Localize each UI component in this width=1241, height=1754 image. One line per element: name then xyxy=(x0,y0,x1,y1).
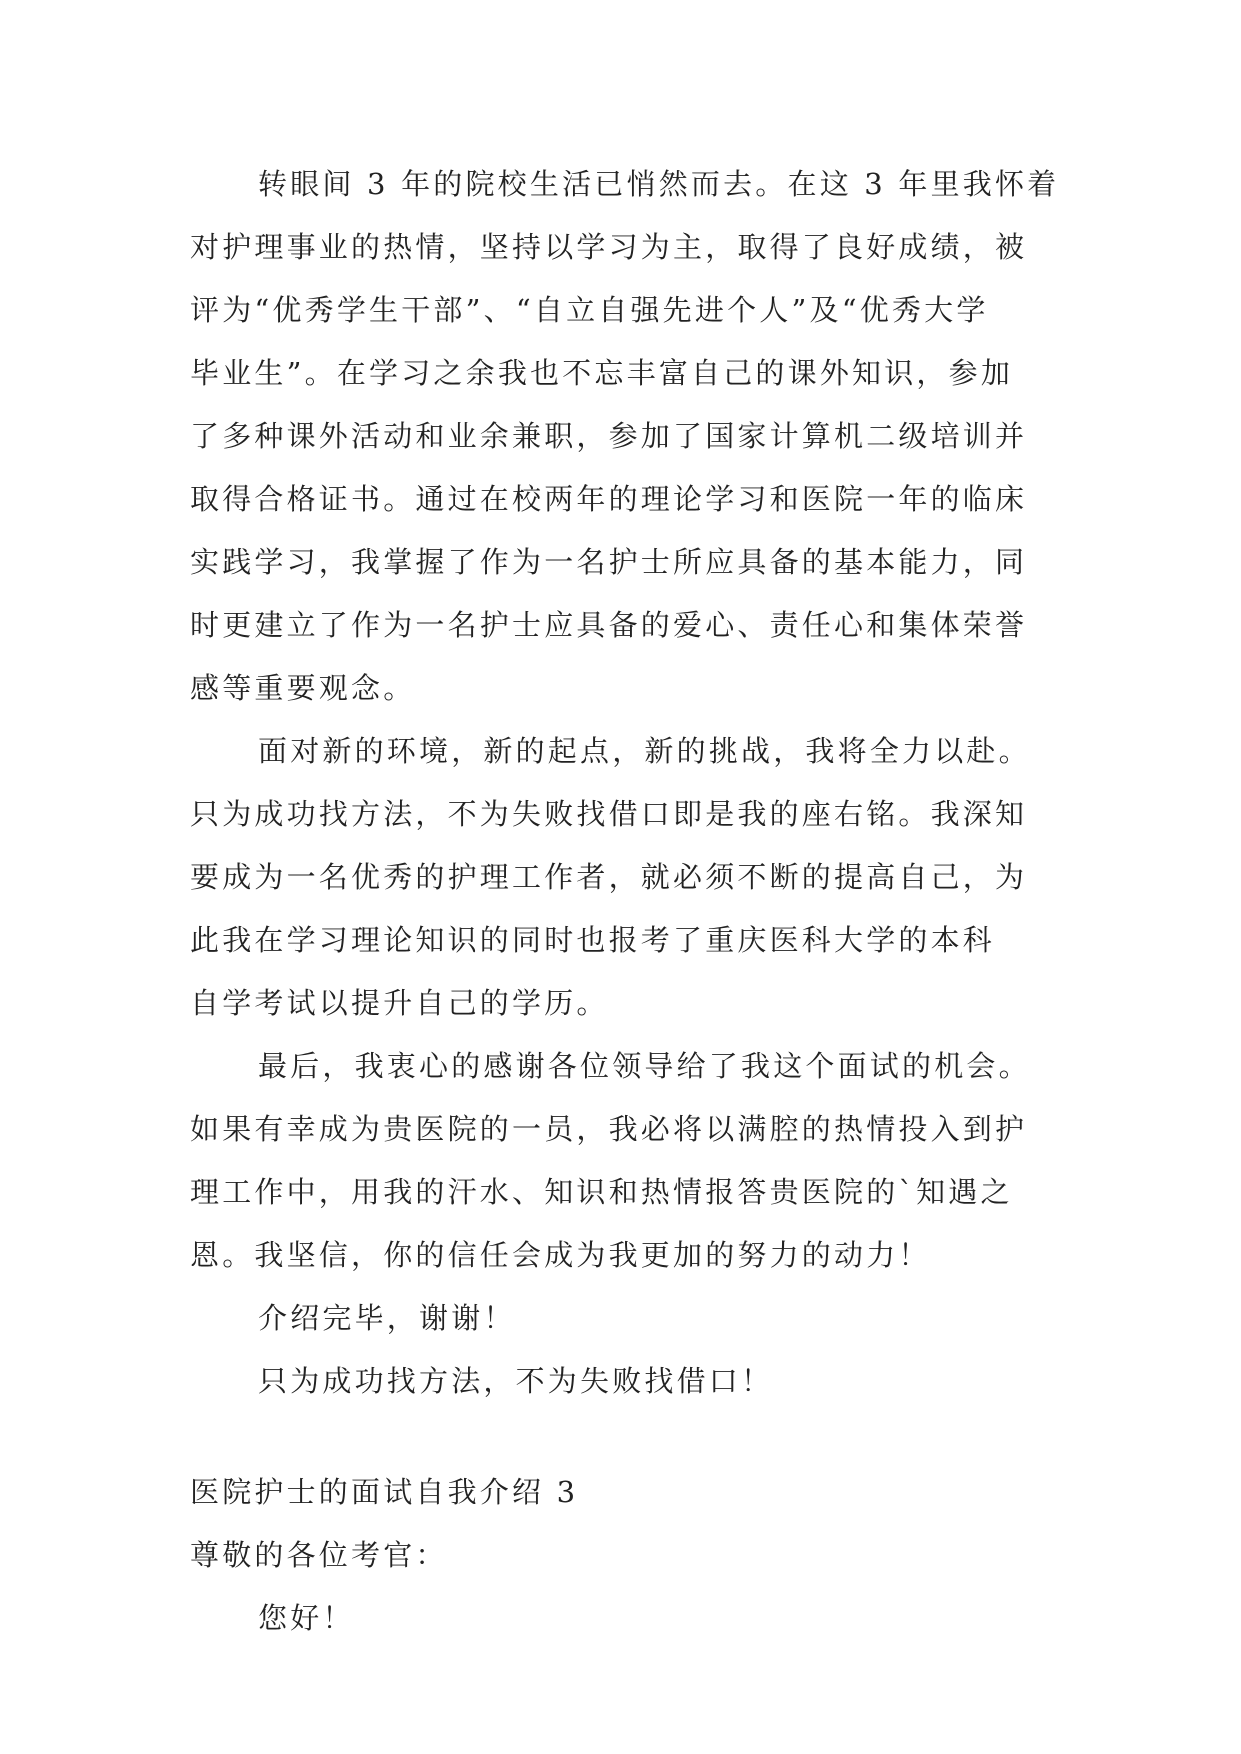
paragraph-2-line-5: 自学考试以提升自己的学历。 xyxy=(190,986,609,1020)
paragraph-3-line-2: 如果有幸成为贵医院的一员，我必将以满腔的热情投入到护 xyxy=(190,1112,1028,1146)
paragraph-3-line-4: 恩。我坚信，你的信任会成为我更加的努力的动力！ xyxy=(190,1238,931,1272)
paragraph-3-line-1: 最后，我衷心的感谢各位领导给了我这个面试的机会。 xyxy=(258,1049,1031,1083)
motto-line: 只为成功找方法，不为失败找借口！ xyxy=(258,1364,774,1398)
paragraph-1-line-4: 毕业生”。在学习之余我也不忘丰富自己的课外知识，参加 xyxy=(190,356,1014,390)
paragraph-1-line-2: 对护理事业的热情，坚持以学习为主，取得了良好成绩，被 xyxy=(190,230,1028,264)
paragraph-2-line-3: 要成为一名优秀的护理工作者，就必须不断的提高自己，为 xyxy=(190,860,1028,894)
closing-line: 介绍完毕，谢谢！ xyxy=(258,1301,516,1335)
section-title: 医院护士的面试自我介绍 3 xyxy=(190,1475,579,1509)
paragraph-2-line-1: 面对新的环境，新的起点，新的挑战，我将全力以赴。 xyxy=(258,734,1031,768)
paragraph-2-line-4: 此我在学习理论知识的同时也报考了重庆医科大学的本科 xyxy=(190,923,996,957)
paragraph-1-line-9: 感等重要观念。 xyxy=(190,671,416,705)
paragraph-1-line-8: 时更建立了作为一名护士应具备的爱心、责任心和集体荣誉 xyxy=(190,608,1028,642)
paragraph-1-line-5: 了多种课外活动和业余兼职，参加了国家计算机二级培训并 xyxy=(190,419,1028,453)
paragraph-3-line-3: 理工作中，用我的汗水、知识和热情报答贵医院的`知遇之 xyxy=(190,1175,1013,1209)
paragraph-1-line-3: 评为“优秀学生干部”、“自立自强先进个人”及“优秀大学 xyxy=(190,293,989,327)
greeting: 您好！ xyxy=(258,1601,355,1635)
paragraph-1-line-7: 实践学习，我掌握了作为一名护士所应具备的基本能力，同 xyxy=(190,545,1028,579)
paragraph-1-line-6: 取得合格证书。通过在校两年的理论学习和医院一年的临床 xyxy=(190,482,1028,516)
salutation: 尊敬的各位考官： xyxy=(190,1538,448,1572)
paragraph-2-line-2: 只为成功找方法，不为失败找借口即是我的座右铭。我深知 xyxy=(190,797,1028,831)
paragraph-1-line-1: 转眼间 3 年的院校生活已悄然而去。在这 3 年里我怀着 xyxy=(258,167,1060,201)
